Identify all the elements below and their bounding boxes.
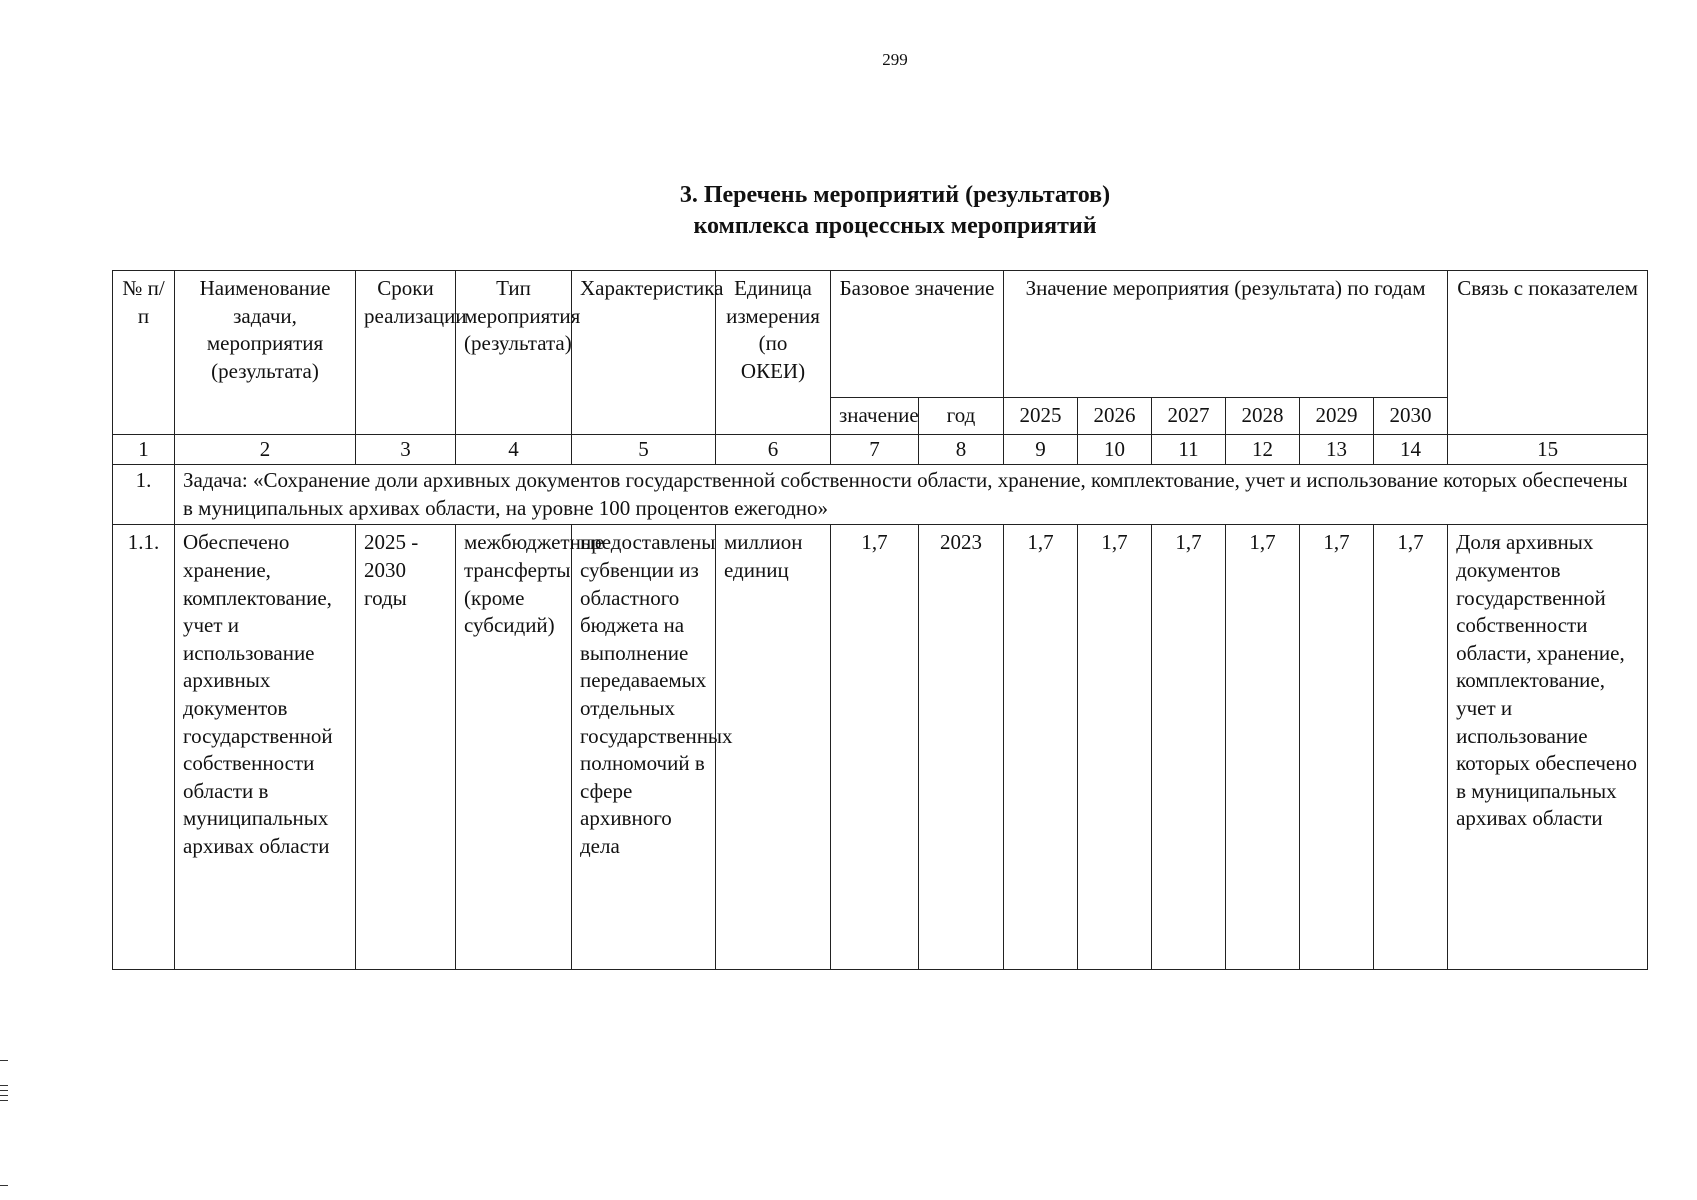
- measure-name: Обеспечено хранение, комплектование, учет и использование архивных документов государственной собственности области в муниципальных архивах области: [175, 525, 356, 970]
- header-values-by-year: Значение мероприятия (результата) по годам: [1004, 271, 1448, 398]
- margin-mark: [0, 1100, 8, 1101]
- measure-value-2028: 1,7: [1226, 525, 1300, 970]
- column-number: 15: [1448, 434, 1648, 465]
- measure-terms: 2025 - 2030 годы: [356, 525, 456, 970]
- column-number: 3: [356, 434, 456, 465]
- document-title: [0, 180, 1697, 242]
- header-characteristic: Характеристика: [572, 271, 716, 435]
- header-type: Тип мероприятия (результата): [456, 271, 572, 435]
- task-row: [113, 465, 1648, 525]
- measure-type: межбюджетные трансферты (кроме субсидий): [456, 525, 572, 970]
- measure-value-2029: 1,7: [1300, 525, 1374, 970]
- measure-row: [113, 525, 1648, 970]
- header-link: Связь с показателем: [1448, 271, 1648, 435]
- task-num: 1.: [113, 465, 175, 525]
- column-number: 1: [113, 434, 175, 465]
- task-text: Задача: «Сохранение доли архивных документов государственной собственности области, хранение, комплектование, учет и использование которых обеспечены в муниципальных архивах области, на уровне 100 процентов ежегодно»: [175, 465, 1648, 525]
- header-year-2027: 2027: [1152, 398, 1226, 435]
- measure-value-2030: 1,7: [1374, 525, 1448, 970]
- header-name: Наименование задачи, мероприятия (результата): [175, 271, 356, 435]
- header-year-2025: 2025: [1004, 398, 1078, 435]
- measure-base-year: 2023: [919, 525, 1004, 970]
- margin-mark: [0, 1060, 8, 1061]
- column-numbers-row: [113, 434, 1648, 465]
- measure-value-2026: 1,7: [1078, 525, 1152, 970]
- margin-mark: [0, 1185, 8, 1186]
- measure-unit: миллион единиц: [716, 525, 831, 970]
- column-number: 13: [1300, 434, 1374, 465]
- measure-value-2027: 1,7: [1152, 525, 1226, 970]
- column-number: 6: [716, 434, 831, 465]
- header-terms: Сроки реализации: [356, 271, 456, 435]
- margin-mark: [0, 1085, 8, 1086]
- title-line-2: комплекса процессных мероприятий: [693, 213, 1097, 239]
- header-year-2030: 2030: [1374, 398, 1448, 435]
- header-row-1: [113, 271, 1648, 398]
- column-number: 9: [1004, 434, 1078, 465]
- measure-num: 1.1.: [113, 525, 175, 970]
- measure-value-2025: 1,7: [1004, 525, 1078, 970]
- measure-link: Доля архивных документов государственной собственности области, хранение, комплектование, учет и использование которых обеспечено в муниципальных архивах области: [1448, 525, 1648, 970]
- page-number: 299: [882, 50, 908, 69]
- header-year-2028: 2028: [1226, 398, 1300, 435]
- header-base-year: год: [919, 398, 1004, 435]
- column-number: 11: [1152, 434, 1226, 465]
- header-base: Базовое значение: [831, 271, 1004, 398]
- column-number: 14: [1374, 434, 1448, 465]
- title-line-1: 3. Перечень мероприятий (результатов): [679, 182, 1111, 208]
- column-number: 10: [1078, 434, 1152, 465]
- column-number: 8: [919, 434, 1004, 465]
- column-number: 12: [1226, 434, 1300, 465]
- measure-characteristic: предоставлены субвенции из областного бюджета на выполнение передаваемых отдельных государственных полномочий в сфере архивного дела: [572, 525, 716, 970]
- header-base-value: значение: [831, 398, 919, 435]
- column-number: 7: [831, 434, 919, 465]
- header-num: № п/п: [113, 271, 175, 435]
- margin-mark: [0, 1095, 8, 1096]
- margin-mark: [0, 1090, 8, 1091]
- header-year-2029: 2029: [1300, 398, 1374, 435]
- column-number: 5: [572, 434, 716, 465]
- header-year-2026: 2026: [1078, 398, 1152, 435]
- column-number: 2: [175, 434, 356, 465]
- measures-table: [112, 270, 1648, 970]
- column-number: 4: [456, 434, 572, 465]
- header-unit: Единица измерения (по ОКЕИ): [716, 271, 831, 435]
- measure-base-value: 1,7: [831, 525, 919, 970]
